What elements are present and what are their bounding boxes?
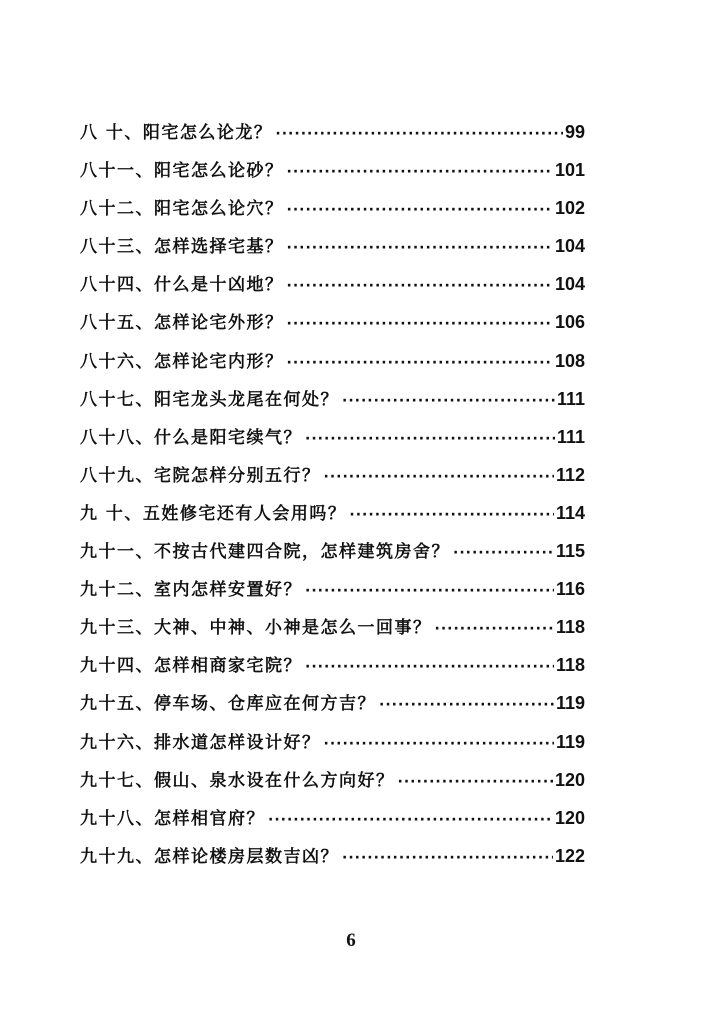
toc-entry-page-number: 111 [556, 426, 585, 447]
table-of-contents [80, 113, 585, 875]
toc-entry-page-number: 116 [555, 579, 585, 600]
dot-leader [379, 686, 554, 724]
dot-leader [324, 725, 554, 763]
toc-entry [80, 342, 585, 380]
toc-entry-page-number: 115 [555, 541, 585, 562]
toc-entry-page-number: 112 [555, 464, 585, 485]
toc-entry [80, 684, 585, 722]
toc-entry-title: 九十三、大神、中神、小神是怎么一回事？ [80, 618, 432, 639]
dot-leader [398, 763, 553, 801]
dot-leader [453, 534, 554, 572]
dot-leader [287, 191, 553, 229]
toc-entry [80, 380, 585, 418]
dot-leader [287, 153, 553, 191]
toc-entry-page-number: 122 [554, 845, 585, 866]
toc-entry-page-number: 108 [554, 350, 585, 371]
toc-entry-title: 九十六、排水道怎样设计好？ [80, 732, 321, 753]
dot-leader [287, 229, 553, 267]
toc-entry-page-number: 102 [554, 198, 585, 219]
toc-entry-page-number: 118 [555, 617, 585, 638]
toc-entry [80, 837, 585, 875]
toc-entry [80, 151, 585, 189]
toc-entry-page-number: 119 [555, 731, 585, 752]
toc-entry [80, 494, 585, 532]
toc-entry [80, 532, 585, 570]
toc-entry-title: 九十一、不按古代建四合院，怎样建筑房舍？ [80, 542, 450, 563]
toc-entry-page-number: 104 [554, 274, 585, 295]
toc-entry [80, 799, 585, 837]
page-number: 6 [346, 930, 356, 951]
toc-entry-title: 八十九、宅院怎样分别五行？ [80, 465, 321, 486]
toc-entry-page-number: 120 [554, 807, 585, 828]
toc-entry [80, 113, 585, 151]
toc-entry-title: 九十二、室内怎样安置好？ [80, 580, 302, 601]
toc-entry-title: 八十七、阳宅龙头龙尾在何处？ [80, 389, 339, 410]
toc-entry-title: 八十八、什么是阳宅续气？ [80, 427, 302, 448]
dot-leader [305, 420, 555, 458]
dot-leader [287, 344, 553, 382]
dot-leader [342, 839, 553, 877]
dot-leader [435, 610, 554, 648]
dot-leader [275, 115, 563, 153]
toc-entry [80, 303, 585, 341]
toc-entry-page-number: 99 [564, 122, 585, 142]
toc-entry-title: 九十九、怎样论楼房层数吉凶？ [80, 846, 339, 867]
dot-leader [349, 496, 554, 534]
toc-entry-title: 八十四、什么是十凶地？ [80, 275, 284, 296]
toc-entry [80, 418, 585, 456]
toc-entry-page-number: 119 [555, 693, 585, 714]
dot-leader [305, 648, 554, 686]
dot-leader [342, 382, 555, 420]
toc-entry-title: 八十五、怎样论宅外形？ [80, 313, 284, 334]
toc-entry [80, 723, 585, 761]
toc-entry-title: 九十四、怎样相商家宅院？ [80, 656, 302, 677]
toc-entry [80, 646, 585, 684]
toc-entry-title: 九十七、假山、泉水设在什么方向好？ [80, 770, 395, 791]
toc-entry-page-number: 120 [554, 769, 585, 790]
toc-entry-title: 九十八、怎样相官府？ [80, 808, 265, 829]
toc-entry-title: 八十六、怎样论宅内形？ [80, 351, 284, 372]
toc-entry [80, 227, 585, 265]
toc-entry [80, 189, 585, 227]
toc-entry [80, 570, 585, 608]
dot-leader [287, 267, 553, 305]
toc-entry-page-number: 101 [554, 160, 585, 181]
toc-entry-page-number: 114 [555, 502, 585, 523]
toc-entry [80, 265, 585, 303]
dot-leader [305, 572, 554, 610]
dot-leader [287, 305, 553, 343]
toc-entry [80, 608, 585, 646]
toc-entry-title: 八十一、阳宅怎么论砂？ [80, 161, 284, 182]
dot-leader [324, 458, 554, 496]
toc-entry [80, 761, 585, 799]
toc-entry-title: 九 十、五姓修宅还有人会用吗？ [80, 503, 347, 524]
toc-entry-title: 八十二、阳宅怎么论穴？ [80, 199, 284, 220]
toc-entry-page-number: 118 [555, 655, 585, 676]
toc-entry [80, 456, 585, 494]
toc-entry-title: 八十三、怎样选择宅基？ [80, 237, 284, 258]
dot-leader [268, 801, 553, 839]
toc-entry-page-number: 104 [554, 236, 585, 257]
toc-entry-page-number: 111 [556, 388, 585, 409]
toc-entry-title: 八 十、阳宅怎么论龙？ [80, 123, 273, 143]
toc-entry-title: 九十五、停车场、仓库应在何方吉？ [80, 694, 376, 715]
toc-entry-page-number: 106 [554, 312, 585, 333]
